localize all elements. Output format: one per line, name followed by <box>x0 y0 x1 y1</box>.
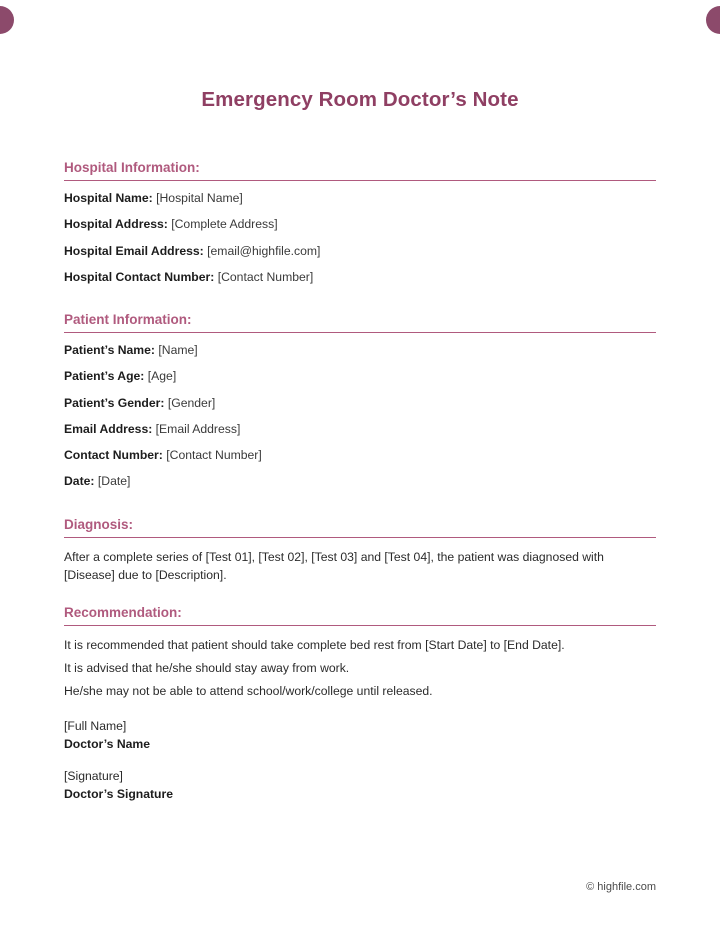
recommendation-line-1: It is recommended that patient should take complete bed rest from [Start Date] to [End Date]. <box>64 638 565 653</box>
section-heading-diagnosis: Diagnosis: <box>64 516 134 532</box>
spacer <box>64 705 656 719</box>
page-title: Emergency Room Doctor’s Note <box>201 88 519 111</box>
section-divider-recommendation <box>64 625 656 626</box>
field-value: [Age] <box>147 369 177 384</box>
field-patient-name <box>64 343 656 358</box>
field-value: [Hospital Name] <box>156 191 243 205</box>
field-patient-age <box>64 369 656 384</box>
field-value: [email@highfile.com] <box>207 243 321 258</box>
field-patient-date <box>64 474 656 489</box>
field-label: Patient’s Gender: <box>64 395 165 410</box>
field-label: Date: <box>64 474 95 489</box>
field-hospital-address <box>64 217 656 232</box>
field-label: Patient’s Name: <box>64 343 155 357</box>
spacer <box>64 589 656 605</box>
section-heading-recommendation: Recommendation: <box>64 605 182 621</box>
field-patient-contact-number <box>64 448 656 463</box>
recommendation-line-3: He/she may not be able to attend school/work/college until released. <box>64 684 433 699</box>
doctor-signature-label: Doctor’s Signature <box>64 787 174 802</box>
document-body <box>64 160 656 819</box>
section-divider-hospital <box>64 180 656 181</box>
field-label: Hospital Address: <box>64 217 168 232</box>
section-divider-patient <box>64 332 656 333</box>
field-value: [Email Address] <box>155 421 241 436</box>
field-label: Hospital Contact Number: <box>64 269 215 284</box>
field-patient-email-address <box>64 422 656 437</box>
field-hospital-contact-number <box>64 270 656 285</box>
field-value: [Contact Number] <box>217 269 314 284</box>
field-label: Patient’s Age: <box>64 369 145 384</box>
field-value: [Gender] <box>167 395 216 410</box>
field-hospital-email-address <box>64 244 656 259</box>
doctor-name-label: Doctor’s Name <box>64 737 151 752</box>
footer-credit: © highfile.com <box>586 881 656 893</box>
field-patient-gender <box>64 396 656 411</box>
field-value: [Name] <box>158 343 198 357</box>
recommendation-line-2: It is advised that he/she should stay away from work. <box>64 661 350 676</box>
spacer <box>64 501 656 517</box>
field-label: Hospital Email Address: <box>64 243 204 258</box>
section-heading-patient-information: Patient Information: <box>64 312 192 327</box>
decorative-corner-left-icon <box>0 6 14 34</box>
field-label: Hospital Name: <box>64 191 153 205</box>
field-value: [Complete Address] <box>171 217 278 232</box>
field-hospital-name <box>64 191 656 206</box>
spacer <box>64 296 656 312</box>
field-value: [Date] <box>97 474 131 489</box>
field-label: Email Address: <box>64 421 153 436</box>
section-divider-diagnosis <box>64 537 656 538</box>
doctor-signature-placeholder: [Signature] <box>64 769 123 784</box>
decorative-corner-right-icon <box>706 6 720 34</box>
diagnosis-text: After a complete series of [Test 01], [Test 02], [Test 03] and [Test 04], the patient was diagnosed with [Disease] due to [Description]. <box>64 549 604 583</box>
field-value: [Contact Number] <box>166 448 262 462</box>
section-heading-hospital-information: Hospital Information: <box>64 160 200 175</box>
doctor-full-name-placeholder: [Full Name] <box>64 719 127 734</box>
field-label: Contact Number: <box>64 448 163 462</box>
